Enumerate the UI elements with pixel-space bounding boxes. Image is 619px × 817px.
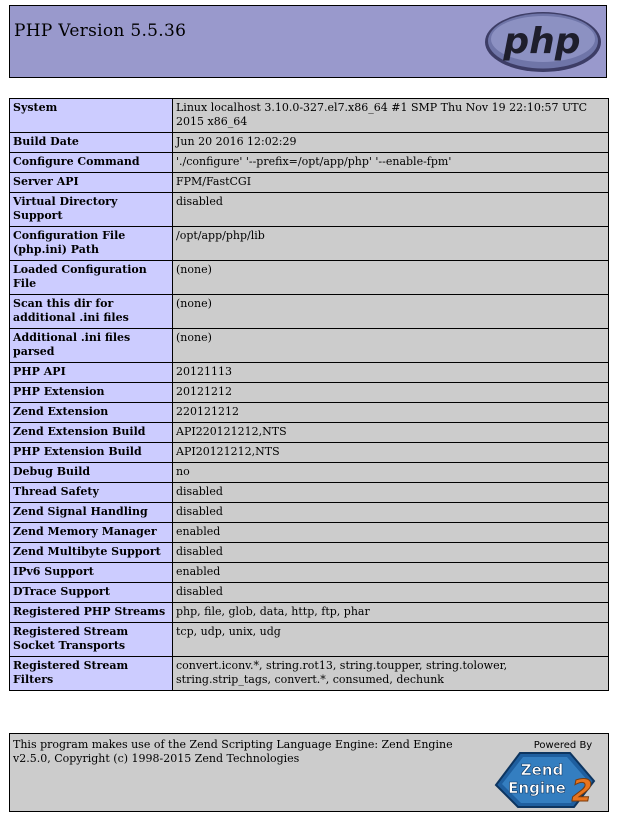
row-key: Registered Stream Socket Transports xyxy=(10,623,173,657)
table-row xyxy=(10,295,609,329)
zend-engine-logo[interactable] xyxy=(490,737,602,809)
row-value: tcp, udp, unix, udg xyxy=(173,623,609,657)
table-row xyxy=(10,363,609,383)
row-key: Registered PHP Streams xyxy=(10,603,173,623)
row-key: PHP API xyxy=(10,363,173,383)
table-row xyxy=(10,463,609,483)
row-key: Zend Extension xyxy=(10,403,173,423)
row-key: DTrace Support xyxy=(10,583,173,603)
row-value: 20121113 xyxy=(173,363,609,383)
row-key: PHP Extension Build xyxy=(10,443,173,463)
row-value: convert.iconv.*, string.rot13, string.toupper, string.tolower, string.strip_tags, convert.*, consumed, dechunk xyxy=(173,657,609,691)
table-row xyxy=(10,153,609,173)
row-value: disabled xyxy=(173,543,609,563)
table-row xyxy=(10,443,609,463)
row-value: disabled xyxy=(173,193,609,227)
row-key: Build Date xyxy=(10,133,173,153)
row-value: enabled xyxy=(173,523,609,543)
row-key: Thread Safety xyxy=(10,483,173,503)
zend-logo-line2: Engine xyxy=(508,779,566,797)
php-logo[interactable] xyxy=(484,11,602,73)
row-value: Linux localhost 3.10.0-327.el7.x86_64 #1 SMP Thu Nov 19 22:10:57 UTC 2015 x86_64 xyxy=(173,99,609,133)
row-value: Jun 20 2016 12:02:29 xyxy=(173,133,609,153)
table-row xyxy=(10,657,609,691)
row-key: Zend Multibyte Support xyxy=(10,543,173,563)
table-row xyxy=(10,543,609,563)
row-value: /opt/app/php/lib xyxy=(173,227,609,261)
row-key: Additional .ini files parsed xyxy=(10,329,173,363)
row-key: Virtual Directory Support xyxy=(10,193,173,227)
php-logo-text: php xyxy=(503,21,581,62)
row-key: System xyxy=(10,99,173,133)
row-value: FPM/FastCGI xyxy=(173,173,609,193)
table-row xyxy=(10,99,609,133)
page-header xyxy=(9,5,607,78)
row-value: no xyxy=(173,463,609,483)
table-row xyxy=(10,503,609,523)
table-row xyxy=(10,227,609,261)
row-value: './configure' '--prefix=/opt/app/php' '--enable-fpm' xyxy=(173,153,609,173)
row-value: API20121212,NTS xyxy=(173,443,609,463)
row-value: enabled xyxy=(173,563,609,583)
footer xyxy=(9,733,609,812)
row-value: php, file, glob, data, http, ftp, phar xyxy=(173,603,609,623)
row-key: Configure Command xyxy=(10,153,173,173)
row-key: Zend Memory Manager xyxy=(10,523,173,543)
row-value: API220121212,NTS xyxy=(173,423,609,443)
row-key: Configuration File (php.ini) Path xyxy=(10,227,173,261)
row-key: Zend Extension Build xyxy=(10,423,173,443)
row-key: Zend Signal Handling xyxy=(10,503,173,523)
row-key: Registered Stream Filters xyxy=(10,657,173,691)
table-row xyxy=(10,403,609,423)
row-value: 220121212 xyxy=(173,403,609,423)
row-key: PHP Extension xyxy=(10,383,173,403)
powered-by-label: Powered By xyxy=(533,740,593,751)
footer-text: This program makes use of the Zend Scripting Language Engine: Zend Engine v2.5.0, Copyright (c) 1998-2015 Zend Technologies xyxy=(13,738,453,765)
table-row xyxy=(10,383,609,403)
row-value: (none) xyxy=(173,261,609,295)
table-row xyxy=(10,483,609,503)
row-key: IPv6 Support xyxy=(10,563,173,583)
table-row xyxy=(10,423,609,443)
table-row xyxy=(10,173,609,193)
table-row xyxy=(10,193,609,227)
row-value: (none) xyxy=(173,329,609,363)
row-value: disabled xyxy=(173,583,609,603)
row-key: Debug Build xyxy=(10,463,173,483)
row-value: disabled xyxy=(173,483,609,503)
info-table xyxy=(9,98,609,691)
row-value: 20121212 xyxy=(173,383,609,403)
row-value: disabled xyxy=(173,503,609,523)
zend-version-mark: 2 xyxy=(571,774,593,809)
page-title: PHP Version 5.5.36 xyxy=(14,21,187,41)
zend-logo-line1: Zend xyxy=(520,761,564,779)
table-row xyxy=(10,523,609,543)
table-row xyxy=(10,261,609,295)
row-key: Loaded Configuration File xyxy=(10,261,173,295)
table-row xyxy=(10,603,609,623)
row-key: Server API xyxy=(10,173,173,193)
row-key: Scan this dir for additional .ini files xyxy=(10,295,173,329)
table-row xyxy=(10,563,609,583)
table-row xyxy=(10,623,609,657)
row-value: (none) xyxy=(173,295,609,329)
table-row xyxy=(10,133,609,153)
table-row xyxy=(10,329,609,363)
table-row xyxy=(10,583,609,603)
